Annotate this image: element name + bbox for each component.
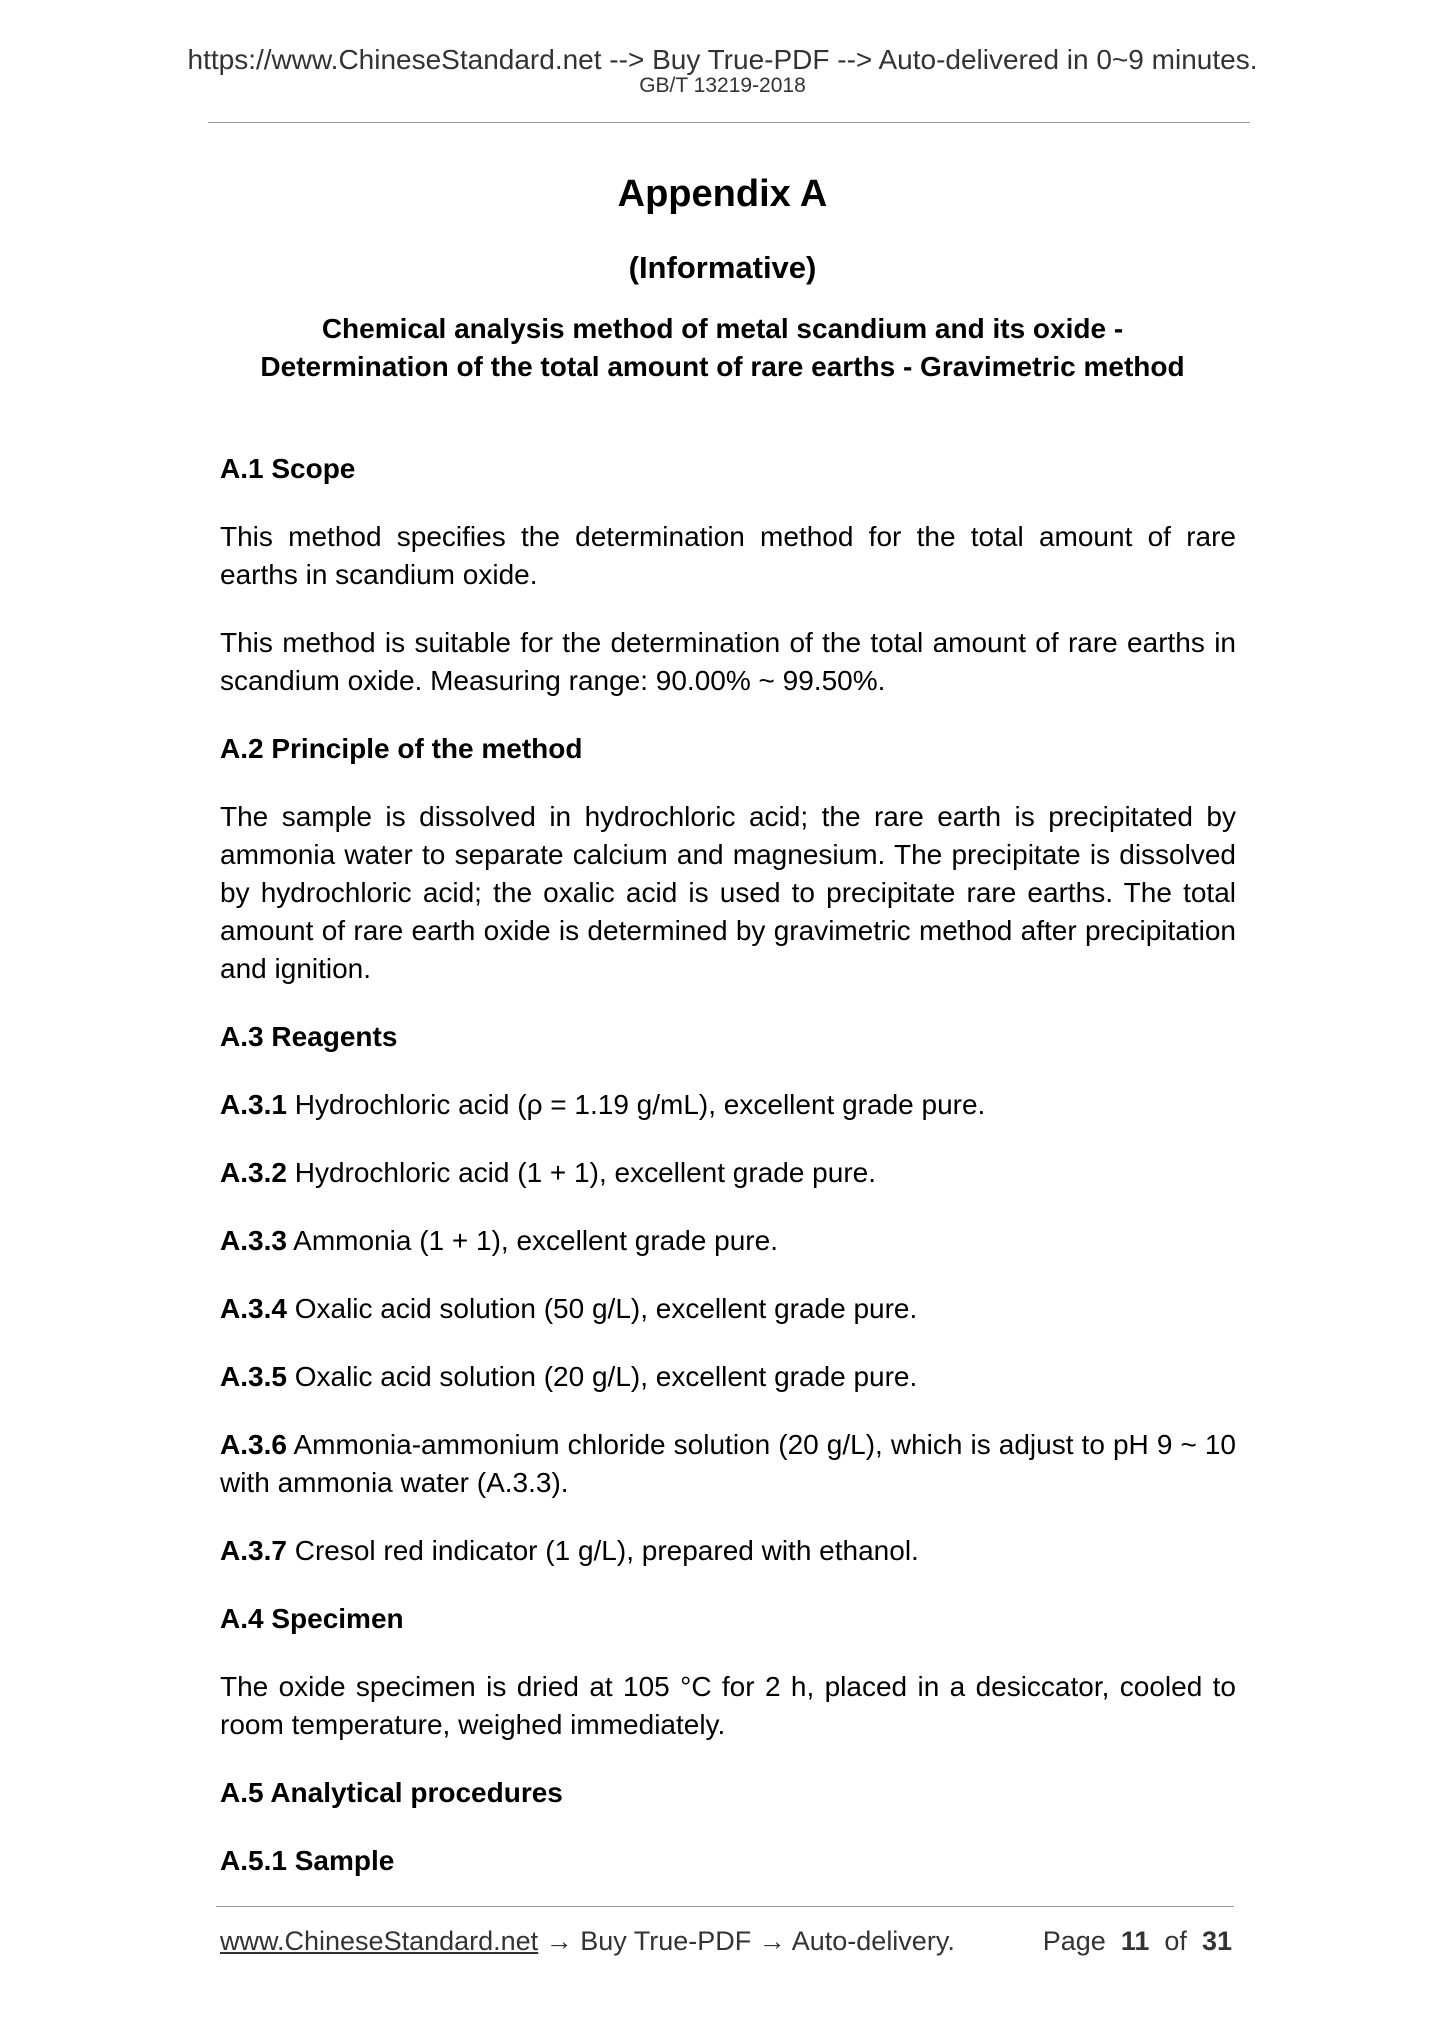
reagent-item bbox=[220, 1358, 1236, 1396]
section-heading-a1: A.1 Scope bbox=[220, 453, 356, 484]
subtitle-line-2: Determination of the total amount of rare earths - Gravimetric method bbox=[260, 351, 1185, 382]
reagent-item bbox=[220, 1222, 1236, 1260]
reagent-item bbox=[220, 1086, 1236, 1124]
reagent-text: Hydrochloric acid (1 + 1), excellent grade pure. bbox=[286, 1157, 877, 1188]
reagent-text: Hydrochloric acid (ρ = 1.19 g/mL), excellent grade pure. bbox=[286, 1089, 986, 1120]
footer-divider bbox=[216, 1906, 1234, 1907]
standard-code: GB/T 13219-2018 bbox=[639, 74, 806, 97]
reagent-number: A.3.4 bbox=[220, 1293, 287, 1324]
footer-tagline: → Buy True-PDF → Auto-delivery. bbox=[538, 1926, 955, 1956]
reagent-number: A.3.6 bbox=[220, 1429, 287, 1460]
section-heading-a4: A.4 Specimen bbox=[220, 1603, 404, 1634]
reagent-text: Oxalic acid solution (50 g/L), excellent grade pure. bbox=[286, 1293, 918, 1324]
page-label: Page bbox=[1042, 1926, 1106, 1956]
reagent-item bbox=[220, 1426, 1236, 1502]
footer-left bbox=[220, 1925, 955, 1957]
paragraph: This method specifies the determination method for the total amount of rare earths in scandium oxide. bbox=[220, 521, 1236, 590]
reagent-item bbox=[220, 1290, 1236, 1328]
subtitle-line-1: Chemical analysis method of metal scandium and its oxide - bbox=[321, 313, 1124, 344]
reagent-number: A.3.7 bbox=[220, 1535, 287, 1566]
section-heading-a5: A.5 Analytical procedures bbox=[220, 1777, 563, 1808]
appendix-subtitle bbox=[0, 310, 1445, 386]
footer-site-link[interactable]: www.ChineseStandard.net bbox=[220, 1926, 539, 1956]
paragraph: The sample is dissolved in hydrochloric acid; the rare earth is precipitated by ammonia water to separate calcium and magnesium. The precipitate is dissolved by hydrochloric acid; the oxalic acid is used to precipitate rare earths. The total amount of rare earth oxide is determined by gravimetric method after precipitation and ignition. bbox=[220, 801, 1236, 984]
reagent-text: Oxalic acid solution (20 g/L), excellent grade pure. bbox=[286, 1361, 918, 1392]
reagent-text: Ammonia-ammonium chloride solution (20 g/L), which is adjust to pH 9 ~ 10 with ammonia water (A.3.3). bbox=[220, 1429, 1236, 1498]
paragraph: The oxide specimen is dried at 105 °C for 2 h, placed in a desiccator, cooled to room temperature, weighed immediately. bbox=[220, 1671, 1236, 1740]
subsection-heading-a5-1: A.5.1 Sample bbox=[220, 1845, 395, 1876]
section-heading-a2: A.2 Principle of the method bbox=[220, 733, 583, 764]
section-heading-a3: A.3 Reagents bbox=[220, 1021, 398, 1052]
document-body bbox=[220, 450, 1236, 1910]
page-number bbox=[1043, 1925, 1232, 1957]
header-divider bbox=[208, 122, 1250, 123]
reagent-number: A.3.5 bbox=[220, 1361, 287, 1392]
reagent-text: Cresol red indicator (1 g/L), prepared with ethanol. bbox=[286, 1535, 919, 1566]
reagent-item bbox=[220, 1532, 1236, 1570]
reagent-number: A.3.1 bbox=[220, 1089, 287, 1120]
reagent-item bbox=[220, 1154, 1236, 1192]
page-total: 31 bbox=[1201, 1926, 1232, 1956]
reagent-number: A.3.3 bbox=[220, 1225, 287, 1256]
reagent-text: Ammonia (1 + 1), excellent grade pure. bbox=[286, 1225, 778, 1256]
appendix-title: Appendix A bbox=[617, 173, 828, 215]
paragraph: This method is suitable for the determination of the total amount of rare earths in scandium oxide. Measuring range: 90.00% ~ 99.50%. bbox=[220, 627, 1236, 696]
page-of: of bbox=[1164, 1926, 1187, 1956]
page-current: 11 bbox=[1120, 1926, 1150, 1956]
appendix-type: (Informative) bbox=[628, 250, 817, 285]
header-banner: https://www.ChineseStandard.net --> Buy True-PDF --> Auto-delivered in 0~9 minutes. bbox=[187, 44, 1258, 75]
reagent-number: A.3.2 bbox=[220, 1157, 287, 1188]
